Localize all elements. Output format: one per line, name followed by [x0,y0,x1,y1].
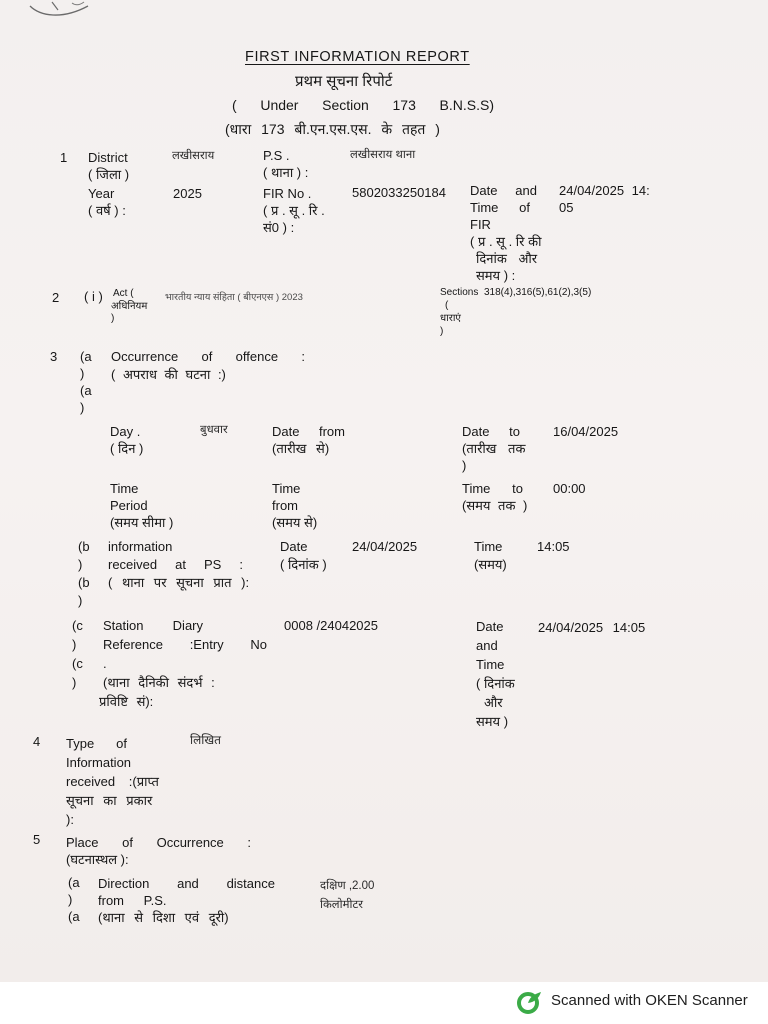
station-diary-label-line: Reference :Entry No [103,637,267,652]
fir-datetime-label-line: FIR [470,217,491,232]
day-label-line: Day . [110,424,141,439]
section-reference [232,96,494,114]
date-to-label [462,423,525,474]
fir-datetime-label-line: ( प्र . सू . रि की [470,234,542,249]
info-date-label-line: Date [280,539,308,554]
sub-item-marker-line: ) [80,400,85,415]
fir-number-label-line: FIR No . [263,186,312,201]
place-of-occurrence-label [66,834,251,868]
fir-datetime-label-line: समय ) : [476,268,516,283]
police-station-label [263,147,308,181]
sub-item-marker-line: ) [78,557,83,572]
info-date-value: 24/04/2025 [352,539,418,554]
sub-item-marker-line: (b [78,575,90,590]
sub-item-marker [80,348,92,416]
date-from-label [272,423,345,457]
sub-item-marker-line: ) [80,366,85,381]
sub-item-marker [68,874,80,925]
direction-distance-label-line: from P.S. [98,893,167,908]
sub-item-marker-line: (a [68,909,80,924]
sections-label [440,286,478,338]
time-from-label [272,480,317,531]
occurrence-label [111,348,305,384]
fir-datetime-label [470,182,541,284]
fir-datetime-value [559,182,650,216]
sections-label-line: धाराएं [440,313,461,324]
year-label [88,185,126,219]
year-label-line: ( वर्ष ) : [88,203,126,218]
day-label-line: ( दिन ) [110,441,144,456]
sub-item-marker-line: (b [78,539,90,554]
station-diary-label [99,616,267,711]
section-reference-hindi: (धारा 173 बी.एन.एस.एस. के तहत ) [225,121,440,137]
direction-distance-value-line: किलोमीटर [320,899,363,911]
info-date-label [280,538,327,574]
item-number: 5 [33,832,41,847]
time-period-label-line: Period [110,498,148,513]
police-station-label-line: P.S . [263,148,290,163]
direction-distance-value-line: दक्षिण ,2.00 [320,880,375,892]
info-time-label-line: Time [474,539,503,554]
info-received-label-line: information [108,539,173,554]
fir-number-label-line: ( प्र . सू . रि . [263,203,325,218]
time-to-label [462,480,527,514]
place-of-occurrence-label-line: Place of Occurrence : [66,835,251,850]
station-diary-value: 0008 /24042025 [284,618,378,633]
sub-item-marker-line: (a [80,349,92,364]
year-label-line: Year [88,186,115,201]
fir-datetime-label-line: दिनांक और [476,251,538,266]
document-title-hindi: प्रथम सूचना रिपोर्ट [295,73,393,90]
station-diary-label-line: Station Diary [103,618,203,633]
scanner-watermark-text: Scanned with OKEN Scanner [551,992,748,1009]
info-type-value: लिखित [190,733,222,747]
district-label [88,149,129,183]
info-type-label-line: Information [66,755,132,770]
time-to-label-line: Time to [462,481,523,496]
sub-item-marker-line: ) [68,892,73,907]
direction-distance-label-line: (थाना से दिशा एवं दूरी) [98,910,229,925]
sub-item-marker-line: (c [72,618,83,633]
sections-label-line: ) [440,326,444,337]
police-station-label-line: ( थाना ) : [263,165,309,180]
date-to-label-line: (तारीख तक [462,441,526,456]
item-number: 1 [60,150,68,165]
info-type-label-line: received :(प्राप्त [66,774,159,789]
info-received-label [108,538,249,592]
diary-datetime-label-line: ( दिनांक [476,676,515,691]
diary-datetime-label [476,617,515,731]
occurrence-label-line: ( अपराध की घटना :) [111,367,226,382]
diary-datetime-label-line: Date [476,619,504,634]
oken-scanner-logo-icon [515,988,543,1016]
date-from-label-line: (तारीख से) [272,441,330,456]
diary-datetime-label-line: and [476,638,498,653]
fir-datetime-value-line: 05 [559,200,574,215]
occurrence-label-line: Occurrence of offence : [111,349,305,364]
direction-distance-value [320,877,374,915]
item-number: 3 [50,349,58,364]
sections-value: 318(4),316(5),61(2),3(5) [484,287,592,298]
time-to-value: 00:00 [553,481,586,496]
time-period-label-line: Time [110,481,139,496]
district-label-line: District [88,150,128,165]
info-type-label-line: सूचना का प्रकार [66,793,153,808]
sub-item-marker [78,538,90,610]
diary-datetime-label-line: समय ) [476,714,509,729]
place-of-occurrence-label-line: (घटनास्थल ): [66,852,129,867]
sections-label-line: Sections [440,287,479,298]
section-reference-text: ( Under Section 173 B.N.S.S) [232,97,494,113]
time-to-label-line: (समय तक ) [462,498,528,513]
time-period-label [110,480,173,531]
time-from-label-line: Time [272,481,301,496]
police-station-value: लखीसराय थाना [350,149,416,161]
item-number: 2 [52,290,60,305]
sub-item-marker: ( i ) [84,289,103,304]
station-diary-label-line: . [103,656,107,671]
day-label [110,423,143,457]
time-from-label-line: from [272,498,298,513]
act-label-line: अधिनियम [111,300,148,312]
fir-datetime-label-line: Date and [470,183,537,198]
document-title: FIRST INFORMATION REPORT [245,49,470,65]
day-value: बुधवार [200,424,228,436]
handwritten-mark-icon [22,0,102,26]
info-type-label-line: Type of [66,736,127,751]
info-time-label-line: (समय) [474,557,507,572]
time-period-label-line: (समय सीमा ) [110,515,174,530]
date-to-label-line: Date to [462,424,520,439]
act-label-line: Act ( [113,288,134,299]
diary-datetime-label-line: Time [476,657,505,672]
direction-distance-label-line: Direction and distance [98,876,275,891]
info-date-label-line: ( दिनांक ) [280,557,327,572]
sub-item-marker-line: (c [72,656,83,671]
sub-item-marker-line: ) [78,593,83,608]
time-from-label-line: (समय से) [272,515,318,530]
station-diary-label-line: (थाना दैनिकी संदर्भ : [103,675,215,690]
act-label-line: ) [111,313,115,324]
district-label-line: ( जिला ) [88,167,130,182]
info-type-label-line: ): [66,812,74,827]
sections-label-line: ( [445,300,449,311]
fir-datetime-value-line: 24/04/2025 14: [559,183,650,198]
diary-datetime-label-line: और [484,695,503,710]
date-to-label-line: ) [462,458,467,473]
act-value: भारतीय न्याय संहिता ( बीएनएस ) 2023 [165,292,303,303]
fir-datetime-label-line: Time of [470,200,530,215]
year-value: 2025 [173,186,202,201]
sub-item-marker-line: (a [80,383,92,398]
date-from-label-line: Date from [272,424,345,439]
info-received-label-line: received at PS : [108,557,243,572]
fir-number-label [263,185,325,236]
info-received-label-line: ( थाना पर सूचना प्रात ): [108,575,250,590]
direction-distance-label [98,875,275,926]
sub-item-marker-line: ) [72,637,77,652]
diary-datetime-value: 24/04/2025 14:05 [538,620,646,635]
sub-item-marker-line: (a [68,875,80,890]
item-number: 4 [33,734,41,749]
fir-number-label-line: सं0 ) : [263,220,295,235]
date-to-value: 16/04/2025 [553,424,619,439]
district-value: लखीसराय [172,150,215,162]
info-time-label [474,538,507,574]
info-type-label [66,734,159,829]
station-diary-label-line: प्रविष्टि सं): [99,694,154,709]
sub-item-marker [72,616,83,692]
fir-number-value: 5802033250184 [352,185,446,200]
sub-item-marker-line: ) [72,675,77,690]
act-label [111,288,147,326]
info-time-value: 14:05 [537,539,570,554]
